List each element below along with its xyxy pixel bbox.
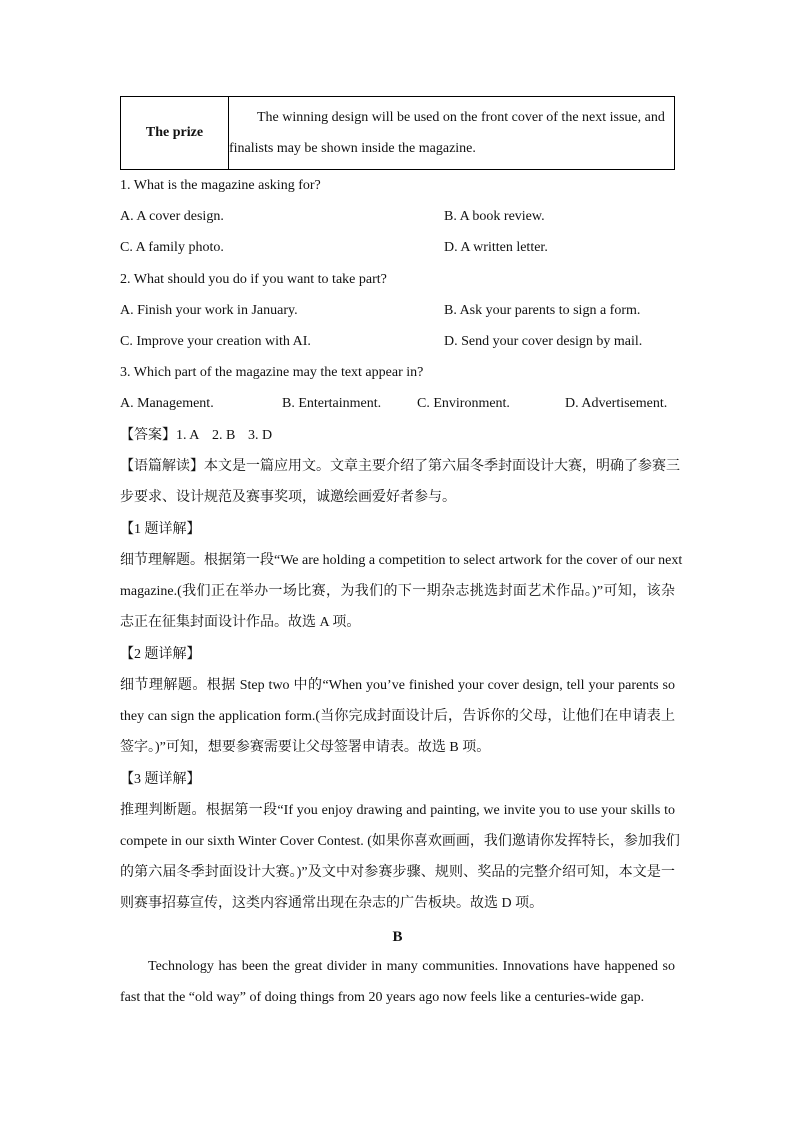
- question-1-option-b: B. A book review.: [444, 209, 545, 224]
- question-3-option-d: D. Advertisement.: [565, 396, 668, 411]
- analysis-line-2: 步要求、设计规范及赛事奖项，诚邀绘画爱好者参与。: [120, 490, 456, 505]
- question-3-option-a: A. Management.: [120, 396, 214, 411]
- answer-prefix: 【答案】: [120, 428, 176, 443]
- prize-text-line1: The winning design will be used on the front cover of the next issue, and: [257, 110, 665, 125]
- explanation-2-line-1: 细节理解题。根据 Step two 中的“When you’ve finished your cover design, tell your parents so: [120, 678, 675, 693]
- question-2-option-d: D. Send your cover design by mail.: [444, 334, 643, 349]
- question-1-option-a: A. A cover design.: [120, 209, 224, 224]
- question-2-option-a: A. Finish your work in January.: [120, 303, 298, 318]
- answer-3: 3. D: [248, 428, 273, 443]
- question-2-stem: 2. What should you do if you want to take part?: [120, 272, 387, 287]
- prize-label: The prize: [121, 97, 229, 170]
- section-b-paragraph-line-2: fast that the “old way” of doing things from 20 years ago now feels like a centuries-wide gap.: [120, 990, 645, 1005]
- explanation-3-line-3: 的第六届冬季封面设计大赛。)”及文中对参赛步骤、规则、奖品的完整介绍可知，本文是一: [120, 865, 675, 880]
- answer-2: 2. B: [212, 428, 236, 443]
- explanation-3-line-2: compete in our sixth Winter Cover Contest. (如果你喜欢画画，我们邀请你发挥特长，参加我们: [120, 834, 680, 849]
- prize-text-line2: finalists may be shown inside the magazine.: [229, 141, 476, 156]
- explanation-1-line-3: 志正在征集封面设计作品。故选 A 项。: [120, 615, 361, 630]
- answer-1: 1. A: [176, 428, 200, 443]
- analysis-line-1: 【语篇解读】本文是一篇应用文。文章主要介绍了第六届冬季封面设计大赛，明确了参赛三: [120, 459, 680, 474]
- explanation-3-heading: 【3 题详解】: [120, 772, 201, 787]
- question-3-option-b: B. Entertainment.: [282, 396, 382, 411]
- section-b-heading: B: [392, 929, 403, 945]
- explanation-1-heading: 【1 题详解】: [120, 522, 201, 537]
- question-1-stem: 1. What is the magazine asking for?: [120, 178, 321, 193]
- explanation-2-line-3: 签字。)”可知，想要参赛需要让父母签署申请表。故选 B 项。: [120, 740, 491, 755]
- prize-description: [229, 97, 675, 170]
- question-2-option-c: C. Improve your creation with AI.: [120, 334, 311, 349]
- question-3-option-c: C. Environment.: [417, 396, 510, 411]
- question-3-stem: 3. Which part of the magazine may the text appear in?: [120, 365, 424, 380]
- explanation-3-line-1: 推理判断题。根据第一段“If you enjoy drawing and painting, we invite you to use your skills to: [120, 803, 675, 818]
- explanation-1-line-1: 细节理解题。根据第一段“We are holding a competition to select artwork for the cover of our next: [120, 553, 683, 568]
- explanation-2-line-2: they can sign the application form.(当你完成封面设计后，告诉你的父母，让他们在申请表上: [120, 709, 675, 724]
- question-2-option-b: B. Ask your parents to sign a form.: [444, 303, 641, 318]
- section-b-paragraph-line-1: Technology has been the great divider in many communities. Innovations have happened so: [148, 959, 675, 974]
- explanation-1-line-2: magazine.(我们正在举办一场比赛，为我们的下一期杂志挑选封面艺术作品。)”可知，该杂: [120, 584, 675, 599]
- answer-line: [120, 426, 272, 446]
- question-1-option-d: D. A written letter.: [444, 240, 548, 255]
- question-1-option-c: C. A family photo.: [120, 240, 224, 255]
- explanation-2-heading: 【2 题详解】: [120, 647, 201, 662]
- explanation-3-line-4: 则赛事招募宣传，这类内容通常出现在杂志的广告板块。故选 D 项。: [120, 896, 544, 911]
- prize-table: [120, 96, 675, 170]
